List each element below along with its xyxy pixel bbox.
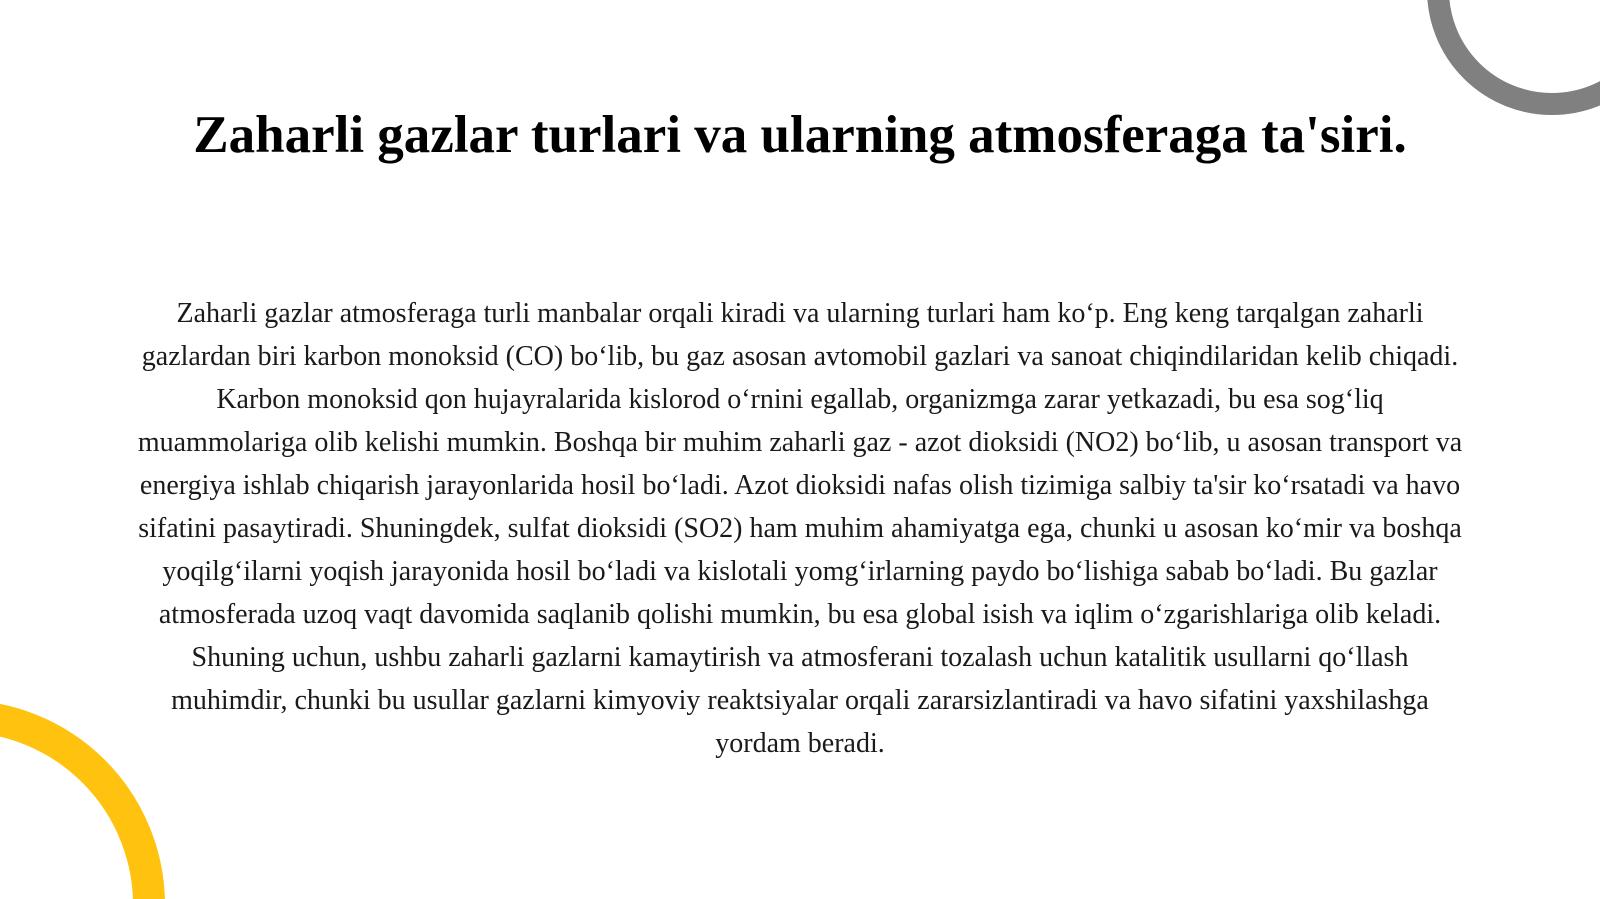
decorative-gray-ring — [1427, 0, 1600, 115]
slide-title: Zaharli gazlar turlari va ularning atmosferaga ta'siri. — [193, 106, 1407, 164]
slide-body-text: Zaharli gazlar atmosferaga turli manbalar orqali kiradi va ularning turlari ham ko‘p. Eng keng tarqalgan zaharli gazlardan biri karbon monoksid (CO) bo‘lib, bu gaz asosan avtomobil gazlari va sanoat chiqindilaridan kelib chiqadi. Karbon monoksid qon hujayralarida kislorod o‘rnini egallab, organizmga zarar yetkazadi, bu esa sog‘liq muammolariga olib kelishi mumkin. Boshqa bir muhim zaharli gaz - azot dioksidi (NO2) bo‘lib, u asosan transport va energiya ishlab chiqarish jarayonlarida hosil bo‘ladi. Azot dioksidi nafas olish tizimiga salbiy ta'sir ko‘rsatadi va havo sifatini pasaytiradi. Shuningdek, sulfat dioksidi (SO2) ham muhim ahamiyatga ega, chunki u asosan ko‘mir va boshqa yoqilg‘ilarni yoqish jarayonida hosil bo‘ladi va kislotali yomg‘irlarning paydo bo‘lishiga sabab bo‘ladi. Bu gazlar atmosferada uzoq vaqt davomida saqlanib qolishi mumkin, bu esa global isish va iqlim o‘zgarishlariga olib keladi. Shuning uchun, ushbu zaharli gazlarni kamaytirish va atmosferani tozalash uchun katalitik usullarni qo‘llash muhimdir, chunki bu usullar gazlarni kimyoviy reaktsiyalar orqali zararsizlantiradi va havo sifatini yaxshilashga yordam beradi. — [137, 298, 1463, 759]
